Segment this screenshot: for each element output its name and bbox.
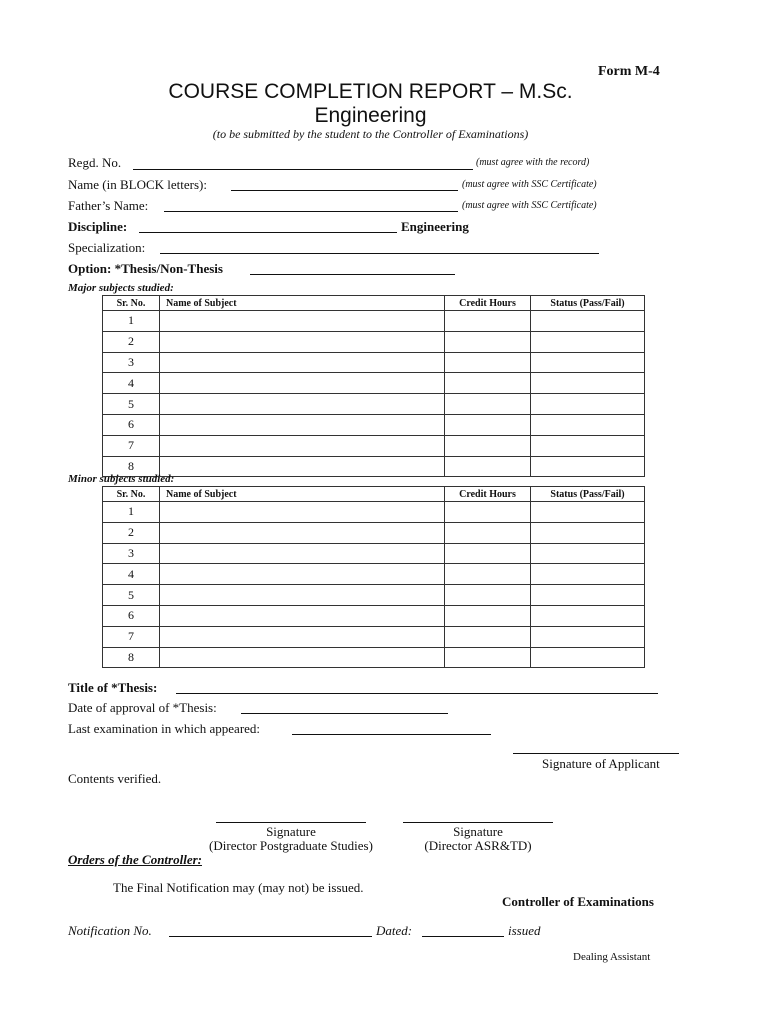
sr-cell: 6 bbox=[103, 605, 160, 626]
major-subjects-table bbox=[102, 295, 645, 477]
status-cell[interactable] bbox=[531, 647, 645, 668]
notification-field[interactable] bbox=[169, 936, 372, 937]
sr-cell: 2 bbox=[103, 522, 160, 543]
option-field[interactable] bbox=[250, 274, 455, 275]
table-row bbox=[103, 311, 645, 332]
subject-cell[interactable] bbox=[160, 543, 445, 564]
status-cell[interactable] bbox=[531, 394, 645, 415]
dated-field[interactable] bbox=[422, 936, 504, 937]
sr-cell: 5 bbox=[103, 394, 160, 415]
regd-field[interactable] bbox=[133, 169, 473, 170]
sr-cell: 1 bbox=[103, 311, 160, 332]
table-row bbox=[103, 626, 645, 647]
credit-cell[interactable] bbox=[445, 502, 531, 523]
last-exam-label: Last examination in which appeared: bbox=[68, 721, 261, 736]
credit-cell[interactable] bbox=[445, 456, 531, 477]
subject-cell[interactable] bbox=[160, 647, 445, 668]
signature-line-asrtd[interactable] bbox=[403, 822, 553, 823]
credit-cell[interactable] bbox=[445, 522, 531, 543]
minor-subjects-table bbox=[102, 486, 645, 668]
sr-cell: 4 bbox=[103, 373, 160, 394]
column-header-credit: Credit Hours bbox=[445, 487, 531, 502]
sr-cell: 2 bbox=[103, 331, 160, 352]
subject-cell[interactable] bbox=[160, 585, 445, 606]
subject-cell[interactable] bbox=[160, 373, 445, 394]
signature-role-asrtd: (Director ASR&TD) bbox=[424, 838, 532, 853]
signature-label-asrtd: Signature bbox=[453, 824, 503, 839]
status-cell[interactable] bbox=[531, 373, 645, 394]
status-cell[interactable] bbox=[531, 543, 645, 564]
signature-label-postgraduate: Signature bbox=[266, 824, 316, 839]
credit-cell[interactable] bbox=[445, 585, 531, 606]
column-header-sr: Sr. No. bbox=[103, 487, 160, 502]
credit-cell[interactable] bbox=[445, 647, 531, 668]
table-row bbox=[103, 543, 645, 564]
sr-cell: 8 bbox=[103, 456, 160, 477]
name-field[interactable] bbox=[231, 190, 458, 191]
controller-label: Controller of Examinations bbox=[502, 894, 654, 909]
major-heading: Major subjects studied: bbox=[68, 282, 174, 294]
status-cell[interactable] bbox=[531, 626, 645, 647]
sr-cell: 3 bbox=[103, 543, 160, 564]
subject-cell[interactable] bbox=[160, 626, 445, 647]
thesis-title-label: Title of *Thesis: bbox=[68, 680, 158, 695]
credit-cell[interactable] bbox=[445, 331, 531, 352]
sr-cell: 5 bbox=[103, 585, 160, 606]
notification-label: Notification No. bbox=[68, 923, 152, 938]
subject-cell[interactable] bbox=[160, 435, 445, 456]
credit-cell[interactable] bbox=[445, 543, 531, 564]
regd-label: Regd. No. bbox=[68, 155, 122, 170]
sr-cell: 8 bbox=[103, 647, 160, 668]
table-row bbox=[103, 414, 645, 435]
sr-cell: 6 bbox=[103, 414, 160, 435]
table-row bbox=[103, 331, 645, 352]
name-label: Name (in BLOCK letters): bbox=[68, 177, 207, 192]
subject-cell[interactable] bbox=[160, 605, 445, 626]
column-header-status: Status (Pass/Fail) bbox=[531, 296, 645, 311]
status-cell[interactable] bbox=[531, 605, 645, 626]
minor-heading: Minor subjects studied: bbox=[68, 473, 175, 485]
dated-label: Dated: bbox=[376, 923, 413, 938]
subject-cell[interactable] bbox=[160, 394, 445, 415]
applicant-signature-line[interactable] bbox=[513, 753, 679, 754]
subject-cell[interactable] bbox=[160, 522, 445, 543]
approval-date-label: Date of approval of *Thesis: bbox=[68, 700, 217, 715]
last-exam-field[interactable] bbox=[292, 734, 491, 735]
status-cell[interactable] bbox=[531, 522, 645, 543]
page-subtitle: (to be submitted by the student to the Controller of Examinations) bbox=[212, 127, 529, 141]
credit-cell[interactable] bbox=[445, 435, 531, 456]
sr-cell: 7 bbox=[103, 435, 160, 456]
page-title: COURSE COMPLETION REPORT – M.Sc. bbox=[168, 80, 573, 103]
father-note: (must agree with SSC Certificate) bbox=[462, 200, 597, 211]
page-title-line2: Engineering bbox=[314, 104, 427, 127]
credit-cell[interactable] bbox=[445, 352, 531, 373]
column-header-credit: Credit Hours bbox=[445, 296, 531, 311]
regd-note: (must agree with the record) bbox=[476, 157, 590, 168]
form-number: Form M-4 bbox=[598, 64, 660, 79]
orders-text: The Final Notification may (may not) be issued. bbox=[113, 880, 364, 895]
subject-cell[interactable] bbox=[160, 456, 445, 477]
table-row bbox=[103, 456, 645, 477]
father-label: Father’s Name: bbox=[68, 198, 149, 213]
column-header-subject: Name of Subject bbox=[160, 296, 445, 311]
credit-cell[interactable] bbox=[445, 394, 531, 415]
table-row bbox=[103, 373, 645, 394]
subject-cell[interactable] bbox=[160, 352, 445, 373]
table-row bbox=[103, 647, 645, 668]
credit-cell[interactable] bbox=[445, 626, 531, 647]
signature-role-postgraduate: (Director Postgraduate Studies) bbox=[209, 838, 373, 853]
discipline-field[interactable] bbox=[139, 232, 397, 233]
orders-heading: Orders of the Controller: bbox=[68, 852, 202, 867]
status-cell[interactable] bbox=[531, 502, 645, 523]
specialization-field[interactable] bbox=[160, 253, 599, 254]
credit-cell[interactable] bbox=[445, 564, 531, 585]
credit-cell[interactable] bbox=[445, 373, 531, 394]
approval-date-field[interactable] bbox=[241, 713, 448, 714]
father-field[interactable] bbox=[164, 211, 458, 212]
table-row bbox=[103, 585, 645, 606]
dealing-assistant: Dealing Assistant bbox=[573, 951, 651, 963]
table-header-row bbox=[103, 487, 645, 502]
status-cell[interactable] bbox=[531, 435, 645, 456]
table-row bbox=[103, 394, 645, 415]
sr-cell: 4 bbox=[103, 564, 160, 585]
table-row bbox=[103, 352, 645, 373]
column-header-sr: Sr. No. bbox=[103, 296, 160, 311]
status-cell[interactable] bbox=[531, 456, 645, 477]
credit-cell[interactable] bbox=[445, 311, 531, 332]
signature-line-postgraduate[interactable] bbox=[216, 822, 366, 823]
credit-cell[interactable] bbox=[445, 605, 531, 626]
table-row bbox=[103, 522, 645, 543]
sr-cell: 7 bbox=[103, 626, 160, 647]
status-cell[interactable] bbox=[531, 585, 645, 606]
discipline-suffix: Engineering bbox=[401, 219, 469, 234]
credit-cell[interactable] bbox=[445, 414, 531, 435]
issued-label: issued bbox=[508, 923, 541, 938]
subject-cell[interactable] bbox=[160, 502, 445, 523]
table-row bbox=[103, 605, 645, 626]
status-cell[interactable] bbox=[531, 311, 645, 332]
table-row bbox=[103, 502, 645, 523]
table-row bbox=[103, 435, 645, 456]
subject-cell[interactable] bbox=[160, 414, 445, 435]
column-header-status: Status (Pass/Fail) bbox=[531, 487, 645, 502]
sr-cell: 1 bbox=[103, 502, 160, 523]
sr-cell: 3 bbox=[103, 352, 160, 373]
status-cell[interactable] bbox=[531, 414, 645, 435]
subject-cell[interactable] bbox=[160, 311, 445, 332]
status-cell[interactable] bbox=[531, 564, 645, 585]
specialization-label: Specialization: bbox=[68, 240, 146, 255]
column-header-subject: Name of Subject bbox=[160, 487, 445, 502]
subject-cell[interactable] bbox=[160, 564, 445, 585]
status-cell[interactable] bbox=[531, 352, 645, 373]
option-label: Option: *Thesis/Non-Thesis bbox=[68, 261, 223, 276]
table-header-row bbox=[103, 296, 645, 311]
discipline-label: Discipline: bbox=[68, 219, 128, 234]
table-row bbox=[103, 564, 645, 585]
thesis-title-field[interactable] bbox=[176, 693, 658, 694]
applicant-signature-label: Signature of Applicant bbox=[542, 756, 660, 771]
contents-verified: Contents verified. bbox=[68, 771, 162, 786]
status-cell[interactable] bbox=[531, 331, 645, 352]
name-note: (must agree with SSC Certificate) bbox=[462, 179, 597, 190]
subject-cell[interactable] bbox=[160, 331, 445, 352]
